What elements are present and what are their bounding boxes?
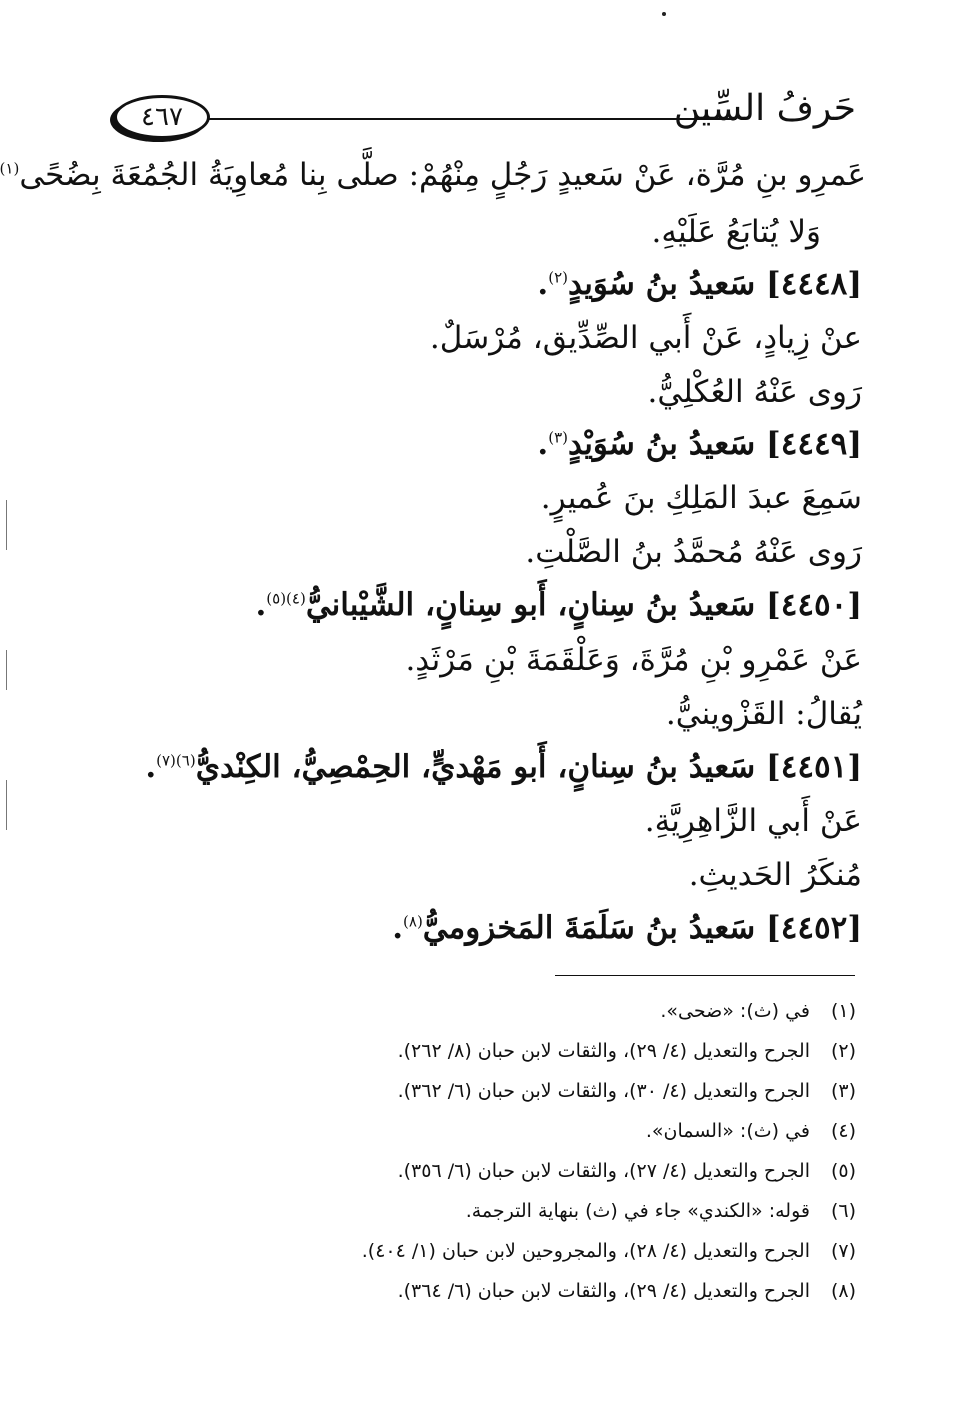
entry-heading: [٤٤٤٨] سَعيدُ بنُ سُوَيدٍ$^{(٢)}$. [537,266,862,302]
footnote: (٧)الجرح والتعديل (٤/ ٢٨)، والمجروحين لابن حبان (١/ ٤٠٤). [361,1240,856,1262]
text-line: عَمرِو بنِ مُرَّة، عَنْ سَعيدٍ رَجُلٍ مِنْهُمْ: صلَّى بِنا مُعاوِيَةُ الجُمُعَةَ بِضُحًى$^{(١)}$ [0,157,866,193]
entry-heading: [٤٤٥١] سَعيدُ بنُ سِنانٍ، أَبو مَهْديٍّ، الحِمْصِيُّ، الكِنْديُّ$^{(٦)(٧)}$. [145,749,862,785]
text-line: وَلا يُتابَعُ عَلَيْهِ. [651,214,821,250]
text-line: مُنكَرُ الحَديثِ. [688,857,862,893]
chapter-header-title: حَرفُ السِّين [673,88,856,129]
text-line: عنْ زِيادٍ، عَنْ أَبي الصِّدِّيق، مُرْسَلٌ. [429,320,862,356]
ink-dot [662,12,666,16]
header-rule [206,118,736,120]
text-line: عَنْ عَمْرِو بْنِ مُرَّةَ، وَعَلْقَمَةَ بْنِ مَرْثَدٍ. [405,642,862,678]
footnote: (٨)الجرح والتعديل (٤/ ٢٩)، والثقات لابن حبان (٦/ ٣٦٤). [397,1280,856,1302]
footnote: (٥)الجرح والتعديل (٤/ ٢٧)، والثقات لابن حبان (٦/ ٣٥٦). [397,1160,856,1182]
footnote-separator [555,975,855,976]
page-number-badge: ٤٦٧ [114,95,210,139]
text-line: رَوى عَنْهُ العُكْلِيُّ. [647,374,862,410]
footnote: (١)في (ث): «ضحى». [660,1000,856,1022]
footnote: (٤)في (ث): «السمان». [645,1120,856,1142]
text-line: سَمِعَ عبدَ المَلِكِ بنَ عُميرٍ. [540,480,862,516]
text-line: عَنْ أَبي الزَّاهِرِيَّةِ. [644,803,862,839]
entry-heading: [٤٤٥٠] سَعيدُ بنُ سِنانٍ، أَبو سِنانٍ، الشَّيْبانيُّ$^{(٤)(٥)}$. [255,587,862,623]
footnote: (٦)قوله: «الكندي» جاء في (ث) بنهاية الترجمة. [465,1200,856,1222]
footnote: (٢)الجرح والتعديل (٤/ ٢٩)، والثقات لابن حبان (٨/ ٢٦٢). [397,1040,856,1062]
scan-mark [6,780,7,830]
text-line: رَوى عَنْهُ مُحمَّدُ بنُ الصَّلْتِ. [525,534,862,570]
entry-heading: [٤٤٤٩] سَعيدُ بنُ سُوَيْدٍ$^{(٣)}$. [537,426,862,462]
scan-mark [6,500,7,550]
scan-mark [6,650,7,690]
footnote: (٣)الجرح والتعديل (٤/ ٣٠)، والثقات لابن حبان (٦/ ٣٦٢). [397,1080,856,1102]
entry-heading: [٤٤٥٢] سَعيدُ بنُ سَلَمَةَ المَخزوميُّ$^{(٨)}$. [392,910,862,946]
text-line: يُقالُ: القَزْوينيُّ. [665,696,862,732]
